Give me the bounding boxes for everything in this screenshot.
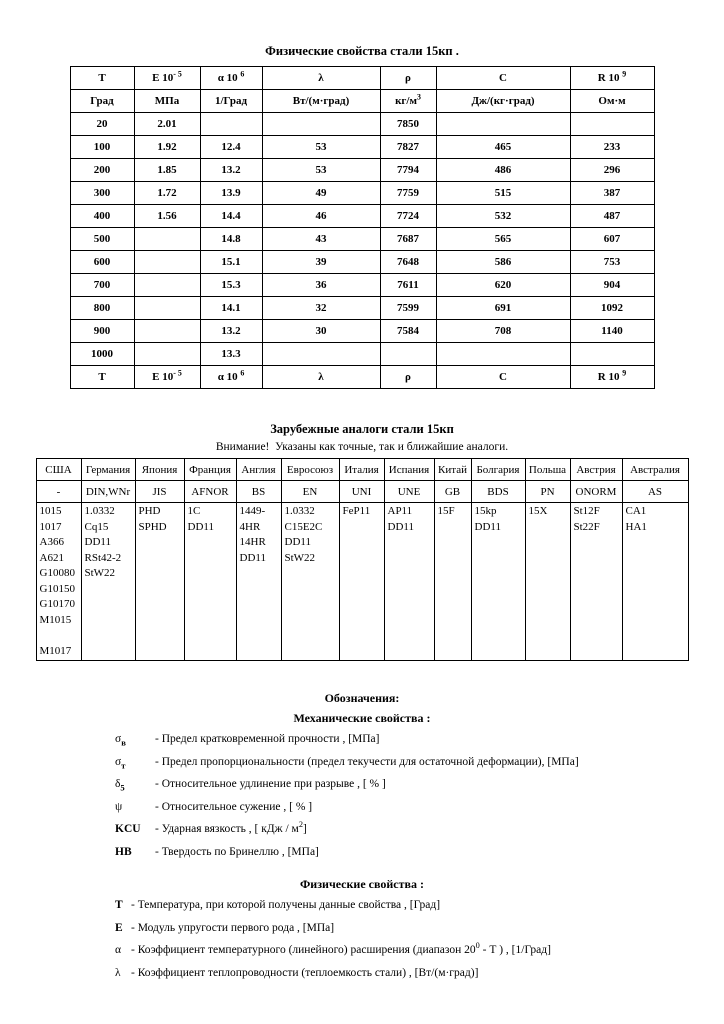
cell [262, 113, 380, 136]
cell: 14.8 [200, 228, 262, 251]
cell: 13.9 [200, 182, 262, 205]
cell: Т [70, 366, 134, 389]
analog-line: PHD [138, 505, 161, 517]
cell: Дж/(кг·град) [436, 90, 570, 113]
legend-item [115, 898, 683, 914]
cell: Япония [135, 459, 184, 481]
cell [570, 343, 654, 366]
analog-line: M1017 [39, 644, 72, 657]
cell: 600 [70, 251, 134, 274]
physical-properties-table [70, 66, 655, 389]
cell: Англия [236, 459, 281, 481]
analog-line: DD11 [84, 536, 111, 548]
cell: JIS [135, 481, 184, 503]
cell: 7648 [380, 251, 436, 274]
table-row [70, 274, 654, 297]
cell: 7599 [380, 297, 436, 320]
cell: Ом·м [570, 90, 654, 113]
cell [134, 251, 200, 274]
cell: α 10 $^6$ [200, 67, 262, 90]
cell: 200 [70, 159, 134, 182]
analog-line: RSt42-2 [84, 551, 122, 564]
table-row [70, 205, 654, 228]
legend-symbol: λ [115, 966, 121, 979]
analog-line: G10170 [39, 598, 75, 610]
legend-text: - Ударная вязкость , [ кДж / $м^2$] [155, 820, 307, 835]
legend-item [115, 822, 683, 838]
mechanical-properties-heading: Механические свойства : [293, 711, 431, 725]
cell [570, 113, 654, 136]
cell: - [36, 481, 81, 503]
cell: 49 [262, 182, 380, 205]
cell: Франция [184, 459, 236, 481]
table-row [70, 113, 654, 136]
cell: PN [525, 481, 570, 503]
cell: 1.56 [134, 205, 200, 228]
legend-symbol: α [115, 944, 122, 956]
analogs-cell [36, 503, 81, 661]
designations-heading: Обозначения: [324, 691, 400, 705]
cell: 100 [70, 136, 134, 159]
cell [200, 113, 262, 136]
cell: 532 [436, 205, 570, 228]
cell: Е $10^{- 5}$ [134, 67, 200, 90]
mechanical-legend-list [115, 732, 683, 860]
cell: λ [262, 366, 380, 389]
legend-text: - Относительное удлинение при разрыве , [ % ] [155, 778, 386, 790]
analog-line: 1.0332 [84, 505, 115, 517]
legend-symbol: HB [115, 845, 132, 858]
legend-symbol: $\sigma_в$ [115, 733, 126, 748]
cell: 53 [262, 136, 380, 159]
table-row [70, 251, 654, 274]
analog-line: C15E2C [284, 520, 323, 533]
cell: Е $10^{- 5}$ [134, 366, 200, 389]
analog-line: 15X [528, 505, 548, 517]
cell [134, 343, 200, 366]
analog-line: StW22 [284, 551, 316, 564]
cell: 7827 [380, 136, 436, 159]
analogs-cell [236, 503, 281, 661]
cell: R 10 $^9$ [570, 366, 654, 389]
cell: 233 [570, 136, 654, 159]
cell: 1.72 [134, 182, 200, 205]
analogs-cell [570, 503, 622, 661]
analogs-cell [622, 503, 688, 661]
legend-symbol: Е [115, 921, 123, 934]
legend-text: - Твердость по Бринеллю , [МПа] [155, 845, 319, 858]
analogs-cell [525, 503, 570, 661]
analogs-cell [281, 503, 339, 661]
analogs-cell [384, 503, 434, 661]
analog-line: G10150 [39, 582, 75, 595]
cell: 620 [436, 274, 570, 297]
legend-text: - Предел пропорциональности (предел текучести для остаточной деформации), [МПа] [155, 755, 579, 768]
cell: 12.4 [200, 136, 262, 159]
cell: UNE [384, 481, 434, 503]
cell: 13.2 [200, 159, 262, 182]
legend-item [115, 800, 683, 816]
cell [436, 343, 570, 366]
cell: 904 [570, 274, 654, 297]
cell [134, 320, 200, 343]
table-row [70, 182, 654, 205]
header-row [70, 67, 654, 90]
cell: AS [622, 481, 688, 503]
cell: Китай [434, 459, 471, 481]
cell: 565 [436, 228, 570, 251]
foreign-analogs-table [36, 458, 689, 661]
physical-table-title: Физические свойства стали 15кп . [265, 44, 459, 58]
cell: 32 [262, 297, 380, 320]
cell [436, 113, 570, 136]
analog-line: St22F [573, 520, 600, 533]
cell: 486 [436, 159, 570, 182]
analog-line: StW22 [84, 567, 116, 579]
physical-legend-list [115, 898, 683, 981]
cell: 515 [436, 182, 570, 205]
legend-item [115, 845, 683, 861]
cell: 13.3 [200, 343, 262, 366]
analog-line: CA1 [625, 505, 647, 517]
cell: BDS [471, 481, 525, 503]
table-row [70, 228, 654, 251]
table-row [70, 320, 654, 343]
analogs-cell [135, 503, 184, 661]
legend-text: - Относительное сужение , [ % ] [155, 800, 313, 813]
cell: 14.1 [200, 297, 262, 320]
legend-text: - Температура, при которой получены данные свойства , [Град] [131, 899, 441, 911]
legend-text: - Коэффициент теплопроводности (теплоемкость стали) , [Вт/(м·град)] [131, 966, 479, 979]
cell: 691 [436, 297, 570, 320]
analog-line: DD11 [474, 520, 501, 533]
legend-item [115, 777, 683, 793]
analog-line: 1449- [239, 505, 266, 517]
cell: 900 [70, 320, 134, 343]
analogs-cell [81, 503, 135, 661]
cell: 2.01 [134, 113, 200, 136]
cell: 753 [570, 251, 654, 274]
analog-line: 15kp [474, 505, 497, 517]
cell: Австралия [622, 459, 688, 481]
cell: AFNOR [184, 481, 236, 503]
legend-item [115, 943, 683, 959]
cell: BS [236, 481, 281, 503]
cell: 7724 [380, 205, 436, 228]
cell: 43 [262, 228, 380, 251]
cell: Т [70, 67, 134, 90]
cell: 7759 [380, 182, 436, 205]
cell [262, 343, 380, 366]
legend-item [115, 921, 683, 937]
cell: 708 [436, 320, 570, 343]
standard-header-row [36, 481, 688, 503]
cell [134, 274, 200, 297]
cell: 39 [262, 251, 380, 274]
cell: 400 [70, 205, 134, 228]
cell: Германия [81, 459, 135, 481]
cell: 296 [570, 159, 654, 182]
cell: 7584 [380, 320, 436, 343]
cell: R 10 $^9$ [570, 67, 654, 90]
analog-line: 1017 [39, 520, 62, 533]
cell: Евросоюз [281, 459, 339, 481]
legend-symbol: KCU [115, 823, 141, 835]
legend-symbol: $\sigma_т$ [115, 755, 126, 770]
cell: 586 [436, 251, 570, 274]
analog-line: FeP11 [342, 505, 371, 517]
cell: Польша [525, 459, 570, 481]
cell: ρ [380, 366, 436, 389]
cell: 7687 [380, 228, 436, 251]
analog-line: A366 [39, 536, 64, 548]
legend-item [115, 755, 683, 771]
analog-line: HA1 [625, 520, 647, 533]
cell: 500 [70, 228, 134, 251]
analog-line: DD11 [187, 520, 214, 533]
cell: 1092 [570, 297, 654, 320]
cell [380, 343, 436, 366]
analogs-cell [471, 503, 525, 661]
analog-line: G10080 [39, 567, 75, 579]
cell: λ [262, 67, 380, 90]
cell: DIN,WNr [81, 481, 135, 503]
legend-item [115, 732, 683, 748]
table-row [70, 136, 654, 159]
cell: 14.4 [200, 205, 262, 228]
table-row [70, 297, 654, 320]
analog-line: Cq15 [84, 520, 109, 533]
cell: 20 [70, 113, 134, 136]
cell: 13.2 [200, 320, 262, 343]
cell: Болгария [471, 459, 525, 481]
legend-symbol: $\delta_5$ [115, 778, 125, 793]
units-row [70, 90, 654, 113]
table-row [70, 343, 654, 366]
analog-line [40, 628, 79, 644]
cell: С [436, 67, 570, 90]
legend-text: - Коэффициент температурного (линейного) расширения (диапазон $20^0$ - Т ) , [1/Град] [131, 941, 551, 956]
analog-line: A621 [39, 551, 64, 564]
table-row [70, 159, 654, 182]
legend-text: - Предел кратковременной прочности , [МПа] [155, 733, 380, 745]
cell: 1.92 [134, 136, 200, 159]
cell: 1140 [570, 320, 654, 343]
cell: UNI [339, 481, 384, 503]
cell: Испания [384, 459, 434, 481]
analog-line: DD11 [284, 536, 311, 548]
cell: Австрия [570, 459, 622, 481]
cell: 1/Град [200, 90, 262, 113]
cell: Град [70, 90, 134, 113]
analog-line: DD11 [239, 551, 266, 564]
cell: Вт/(м·град) [262, 90, 380, 113]
cell: МПа [134, 90, 200, 113]
cell: 15.3 [200, 274, 262, 297]
analog-line: AP11 [387, 505, 413, 517]
analog-line: St12F [573, 505, 600, 517]
cell: 7850 [380, 113, 436, 136]
cell: 7611 [380, 274, 436, 297]
cell: GB [434, 481, 471, 503]
analog-line: 4HR [239, 520, 261, 533]
analogs-note: Внимание! Указаны как точные, так и ближайшие аналоги. [215, 441, 509, 453]
cell: $кг/м^3$ [380, 90, 436, 113]
analog-line: 1015 [39, 505, 62, 517]
analog-line: 1C [187, 505, 201, 517]
physical-properties-heading: Физические свойства : [299, 877, 424, 891]
analog-line: 15F [437, 505, 455, 517]
cell: Италия [339, 459, 384, 481]
cell: α 10 $^6$ [200, 366, 262, 389]
analogs-cell [339, 503, 384, 661]
legend-symbol: Т [115, 899, 123, 911]
analog-line: 14HR [239, 536, 266, 548]
cell: ONORM [570, 481, 622, 503]
analogs-table-title: Зарубежные аналоги стали 15кп [270, 422, 454, 436]
analog-line: SPHD [138, 520, 167, 533]
cell: EN [281, 481, 339, 503]
cell: ρ [380, 67, 436, 90]
cell: 53 [262, 159, 380, 182]
cell: 36 [262, 274, 380, 297]
footer-header-row [70, 366, 654, 389]
analogs-cell [184, 503, 236, 661]
cell: 465 [436, 136, 570, 159]
analogs-row [36, 503, 688, 661]
legend-item [115, 966, 683, 982]
cell: 700 [70, 274, 134, 297]
analogs-cell [434, 503, 471, 661]
cell: 487 [570, 205, 654, 228]
cell: 607 [570, 228, 654, 251]
cell: 1.85 [134, 159, 200, 182]
cell [134, 297, 200, 320]
analog-line: DD11 [387, 520, 414, 533]
legend-symbol: ψ [115, 800, 123, 813]
cell: 46 [262, 205, 380, 228]
cell: 1000 [70, 343, 134, 366]
cell: 800 [70, 297, 134, 320]
analog-line: 1.0332 [284, 505, 315, 517]
country-header-row [36, 459, 688, 481]
analog-line: M1015 [39, 613, 72, 626]
cell: 7794 [380, 159, 436, 182]
cell: США [36, 459, 81, 481]
cell: 30 [262, 320, 380, 343]
legend-text: - Модуль упругости первого рода , [МПа] [131, 921, 335, 934]
cell: 15.1 [200, 251, 262, 274]
cell: 387 [570, 182, 654, 205]
cell: 300 [70, 182, 134, 205]
cell: С [436, 366, 570, 389]
cell [134, 228, 200, 251]
